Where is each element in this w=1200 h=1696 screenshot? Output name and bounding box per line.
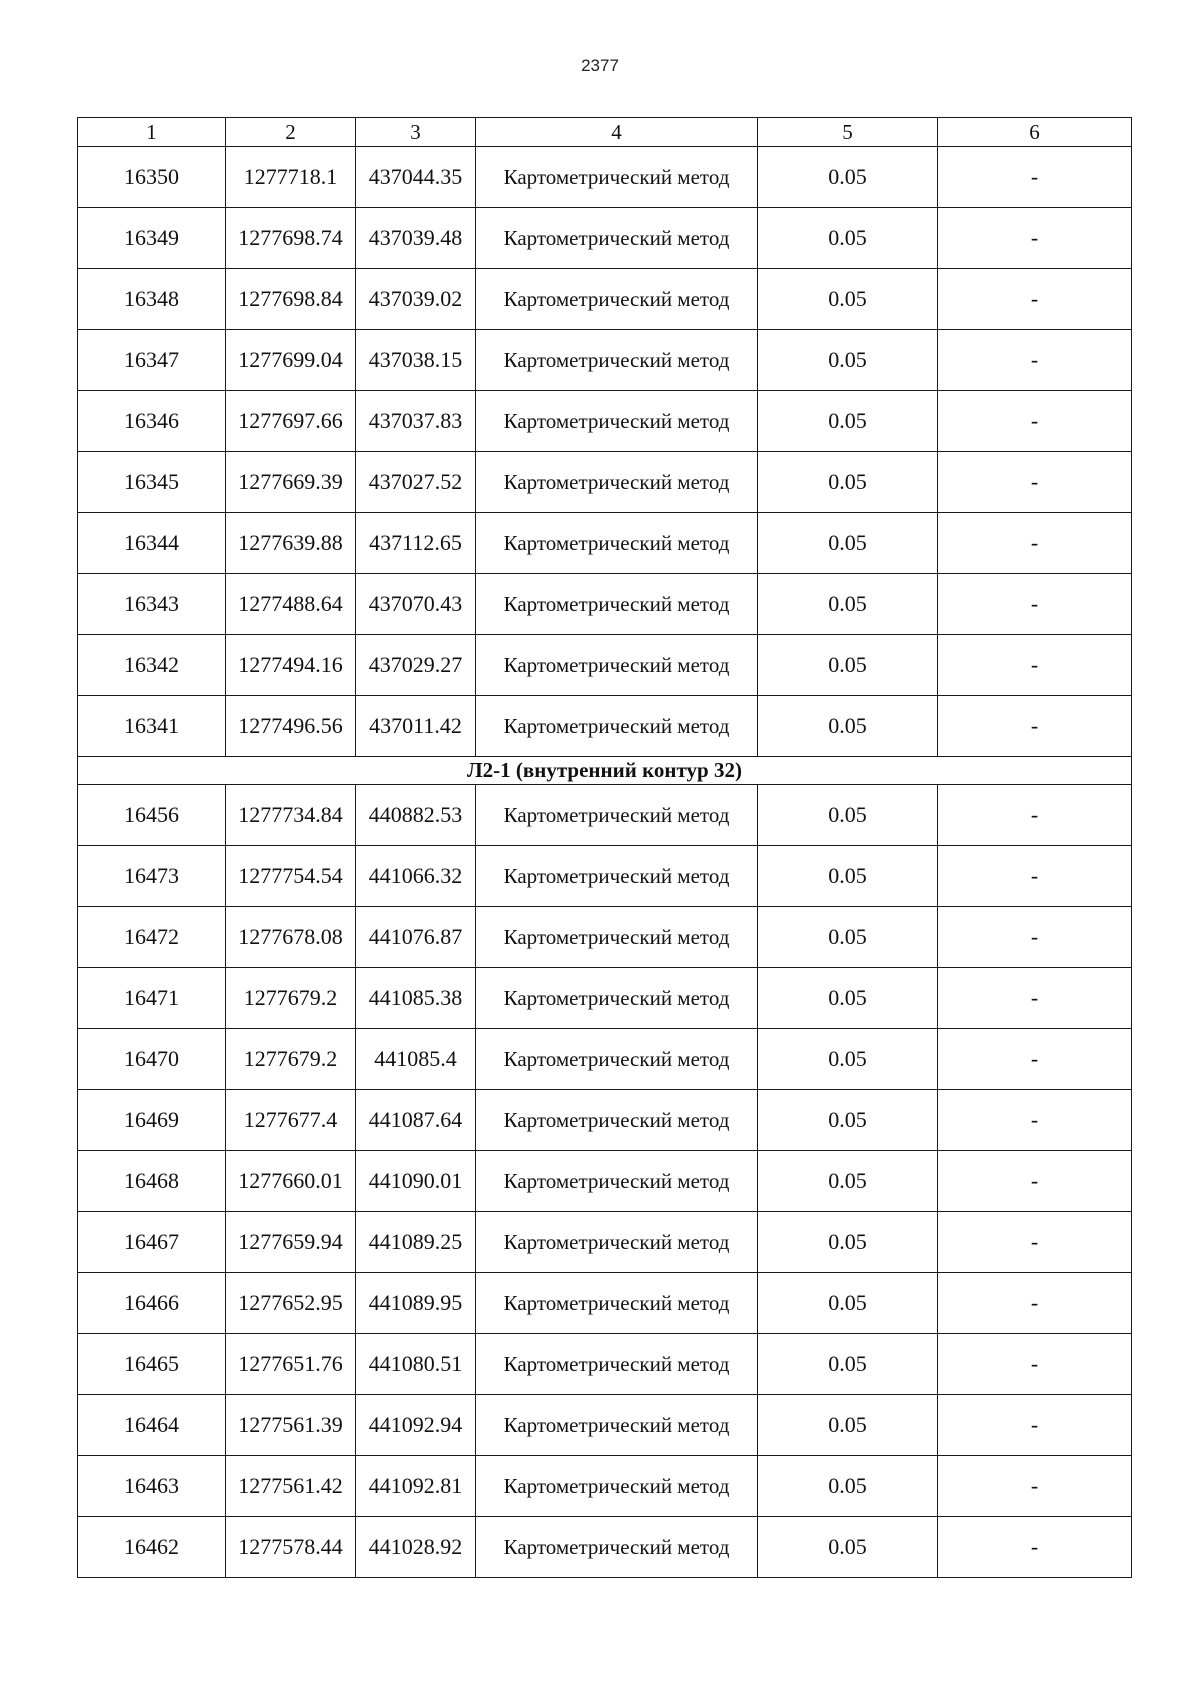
accuracy-cell: 0.05	[758, 1334, 938, 1395]
table-body	[78, 147, 1132, 1578]
accuracy-cell: 0.05	[758, 269, 938, 330]
header-row	[78, 118, 1132, 147]
x-coordinate-cell: 1277561.42	[226, 1456, 356, 1517]
x-coordinate-cell: 1277679.2	[226, 968, 356, 1029]
x-coordinate-cell: 1277639.88	[226, 513, 356, 574]
point-number-cell: 16462	[78, 1517, 226, 1578]
column-header: 4	[476, 118, 758, 147]
y-coordinate-cell: 441089.25	[356, 1212, 476, 1273]
note-cell: -	[938, 452, 1132, 513]
note-cell: -	[938, 1029, 1132, 1090]
y-coordinate-cell: 441066.32	[356, 846, 476, 907]
note-cell: -	[938, 391, 1132, 452]
point-number-cell: 16469	[78, 1090, 226, 1151]
x-coordinate-cell: 1277496.56	[226, 696, 356, 757]
point-number-cell: 16456	[78, 785, 226, 846]
note-cell: -	[938, 907, 1132, 968]
y-coordinate-cell: 441080.51	[356, 1334, 476, 1395]
note-cell: -	[938, 330, 1132, 391]
note-cell: -	[938, 1212, 1132, 1273]
column-header: 6	[938, 118, 1132, 147]
accuracy-cell: 0.05	[758, 391, 938, 452]
y-coordinate-cell: 437011.42	[356, 696, 476, 757]
note-cell: -	[938, 696, 1132, 757]
accuracy-cell: 0.05	[758, 907, 938, 968]
table-row	[78, 1517, 1132, 1578]
x-coordinate-cell: 1277699.04	[226, 330, 356, 391]
x-coordinate-cell: 1277677.4	[226, 1090, 356, 1151]
y-coordinate-cell: 437112.65	[356, 513, 476, 574]
accuracy-cell: 0.05	[758, 1517, 938, 1578]
y-coordinate-cell: 437039.02	[356, 269, 476, 330]
column-header: 1	[78, 118, 226, 147]
accuracy-cell: 0.05	[758, 1395, 938, 1456]
accuracy-cell: 0.05	[758, 785, 938, 846]
accuracy-cell: 0.05	[758, 1029, 938, 1090]
y-coordinate-cell: 437029.27	[356, 635, 476, 696]
point-number-cell: 16466	[78, 1273, 226, 1334]
table-row	[78, 1029, 1132, 1090]
point-number-cell: 16468	[78, 1151, 226, 1212]
method-cell: Картометрический метод	[476, 1029, 758, 1090]
note-cell: -	[938, 1334, 1132, 1395]
method-cell: Картометрический метод	[476, 391, 758, 452]
coordinates-table	[77, 117, 1132, 1578]
table-row	[78, 1090, 1132, 1151]
x-coordinate-cell: 1277718.1	[226, 147, 356, 208]
note-cell: -	[938, 785, 1132, 846]
y-coordinate-cell: 441092.81	[356, 1456, 476, 1517]
column-header: 3	[356, 118, 476, 147]
note-cell: -	[938, 513, 1132, 574]
note-cell: -	[938, 1456, 1132, 1517]
accuracy-cell: 0.05	[758, 635, 938, 696]
point-number-cell: 16473	[78, 846, 226, 907]
table-row	[78, 513, 1132, 574]
table-row	[78, 696, 1132, 757]
accuracy-cell: 0.05	[758, 208, 938, 269]
point-number-cell: 16467	[78, 1212, 226, 1273]
accuracy-cell: 0.05	[758, 968, 938, 1029]
table-row	[78, 1334, 1132, 1395]
table-row	[78, 846, 1132, 907]
method-cell: Картометрический метод	[476, 1212, 758, 1273]
table-row	[78, 968, 1132, 1029]
y-coordinate-cell: 441092.94	[356, 1395, 476, 1456]
point-number-cell: 16346	[78, 391, 226, 452]
section-title-row	[78, 757, 1132, 785]
method-cell: Картометрический метод	[476, 330, 758, 391]
method-cell: Картометрический метод	[476, 1517, 758, 1578]
note-cell: -	[938, 208, 1132, 269]
y-coordinate-cell: 437037.83	[356, 391, 476, 452]
method-cell: Картометрический метод	[476, 1456, 758, 1517]
method-cell: Картометрический метод	[476, 1273, 758, 1334]
point-number-cell: 16472	[78, 907, 226, 968]
x-coordinate-cell: 1277488.64	[226, 574, 356, 635]
page-number: 2377	[581, 56, 619, 75]
point-number-cell: 16470	[78, 1029, 226, 1090]
accuracy-cell: 0.05	[758, 452, 938, 513]
accuracy-cell: 0.05	[758, 846, 938, 907]
y-coordinate-cell: 437044.35	[356, 147, 476, 208]
method-cell: Картометрический метод	[476, 1334, 758, 1395]
accuracy-cell: 0.05	[758, 1090, 938, 1151]
table-row	[78, 330, 1132, 391]
x-coordinate-cell: 1277678.08	[226, 907, 356, 968]
point-number-cell: 16344	[78, 513, 226, 574]
method-cell: Картометрический метод	[476, 513, 758, 574]
method-cell: Картометрический метод	[476, 1395, 758, 1456]
accuracy-cell: 0.05	[758, 1456, 938, 1517]
accuracy-cell: 0.05	[758, 696, 938, 757]
method-cell: Картометрический метод	[476, 785, 758, 846]
point-number-cell: 16471	[78, 968, 226, 1029]
x-coordinate-cell: 1277578.44	[226, 1517, 356, 1578]
table-row	[78, 635, 1132, 696]
method-cell: Картометрический метод	[476, 635, 758, 696]
x-coordinate-cell: 1277698.84	[226, 269, 356, 330]
y-coordinate-cell: 441076.87	[356, 907, 476, 968]
table-row	[78, 574, 1132, 635]
note-cell: -	[938, 1090, 1132, 1151]
y-coordinate-cell: 437039.48	[356, 208, 476, 269]
accuracy-cell: 0.05	[758, 513, 938, 574]
table-row	[78, 147, 1132, 208]
accuracy-cell: 0.05	[758, 574, 938, 635]
y-coordinate-cell: 441089.95	[356, 1273, 476, 1334]
method-cell: Картометрический метод	[476, 452, 758, 513]
note-cell: -	[938, 635, 1132, 696]
point-number-cell: 16464	[78, 1395, 226, 1456]
method-cell: Картометрический метод	[476, 1151, 758, 1212]
note-cell: -	[938, 1273, 1132, 1334]
note-cell: -	[938, 968, 1132, 1029]
y-coordinate-cell: 437027.52	[356, 452, 476, 513]
x-coordinate-cell: 1277698.74	[226, 208, 356, 269]
method-cell: Картометрический метод	[476, 147, 758, 208]
note-cell: -	[938, 574, 1132, 635]
point-number-cell: 16349	[78, 208, 226, 269]
accuracy-cell: 0.05	[758, 1273, 938, 1334]
point-number-cell: 16463	[78, 1456, 226, 1517]
y-coordinate-cell: 437038.15	[356, 330, 476, 391]
x-coordinate-cell: 1277652.95	[226, 1273, 356, 1334]
y-coordinate-cell: 437070.43	[356, 574, 476, 635]
x-coordinate-cell: 1277754.54	[226, 846, 356, 907]
point-number-cell: 16343	[78, 574, 226, 635]
method-cell: Картометрический метод	[476, 907, 758, 968]
point-number-cell: 16347	[78, 330, 226, 391]
table-row	[78, 785, 1132, 846]
table-row	[78, 1151, 1132, 1212]
method-cell: Картометрический метод	[476, 574, 758, 635]
table-row	[78, 208, 1132, 269]
x-coordinate-cell: 1277697.66	[226, 391, 356, 452]
y-coordinate-cell: 441090.01	[356, 1151, 476, 1212]
note-cell: -	[938, 1395, 1132, 1456]
method-cell: Картометрический метод	[476, 269, 758, 330]
point-number-cell: 16348	[78, 269, 226, 330]
note-cell: -	[938, 147, 1132, 208]
y-coordinate-cell: 440882.53	[356, 785, 476, 846]
point-number-cell: 16465	[78, 1334, 226, 1395]
accuracy-cell: 0.05	[758, 1212, 938, 1273]
table-row	[78, 1395, 1132, 1456]
x-coordinate-cell: 1277659.94	[226, 1212, 356, 1273]
y-coordinate-cell: 441085.38	[356, 968, 476, 1029]
x-coordinate-cell: 1277669.39	[226, 452, 356, 513]
y-coordinate-cell: 441028.92	[356, 1517, 476, 1578]
table-header	[78, 118, 1132, 147]
point-number-cell: 16350	[78, 147, 226, 208]
accuracy-cell: 0.05	[758, 1151, 938, 1212]
method-cell: Картометрический метод	[476, 696, 758, 757]
x-coordinate-cell: 1277494.16	[226, 635, 356, 696]
table-row	[78, 1212, 1132, 1273]
method-cell: Картометрический метод	[476, 968, 758, 1029]
y-coordinate-cell: 441085.4	[356, 1029, 476, 1090]
table-row	[78, 907, 1132, 968]
column-header: 5	[758, 118, 938, 147]
x-coordinate-cell: 1277651.76	[226, 1334, 356, 1395]
note-cell: -	[938, 269, 1132, 330]
note-cell: -	[938, 846, 1132, 907]
point-number-cell: 16341	[78, 696, 226, 757]
table-row	[78, 1273, 1132, 1334]
note-cell: -	[938, 1517, 1132, 1578]
point-number-cell: 16342	[78, 635, 226, 696]
y-coordinate-cell: 441087.64	[356, 1090, 476, 1151]
table-row	[78, 391, 1132, 452]
accuracy-cell: 0.05	[758, 330, 938, 391]
note-cell: -	[938, 1151, 1132, 1212]
method-cell: Картометрический метод	[476, 1090, 758, 1151]
section-title: Л2-1 (внутренний контур 32)	[78, 757, 1132, 785]
table-row	[78, 1456, 1132, 1517]
x-coordinate-cell: 1277660.01	[226, 1151, 356, 1212]
x-coordinate-cell: 1277679.2	[226, 1029, 356, 1090]
x-coordinate-cell: 1277561.39	[226, 1395, 356, 1456]
accuracy-cell: 0.05	[758, 147, 938, 208]
column-header: 2	[226, 118, 356, 147]
method-cell: Картометрический метод	[476, 846, 758, 907]
x-coordinate-cell: 1277734.84	[226, 785, 356, 846]
table-row	[78, 269, 1132, 330]
point-number-cell: 16345	[78, 452, 226, 513]
table-row	[78, 452, 1132, 513]
method-cell: Картометрический метод	[476, 208, 758, 269]
